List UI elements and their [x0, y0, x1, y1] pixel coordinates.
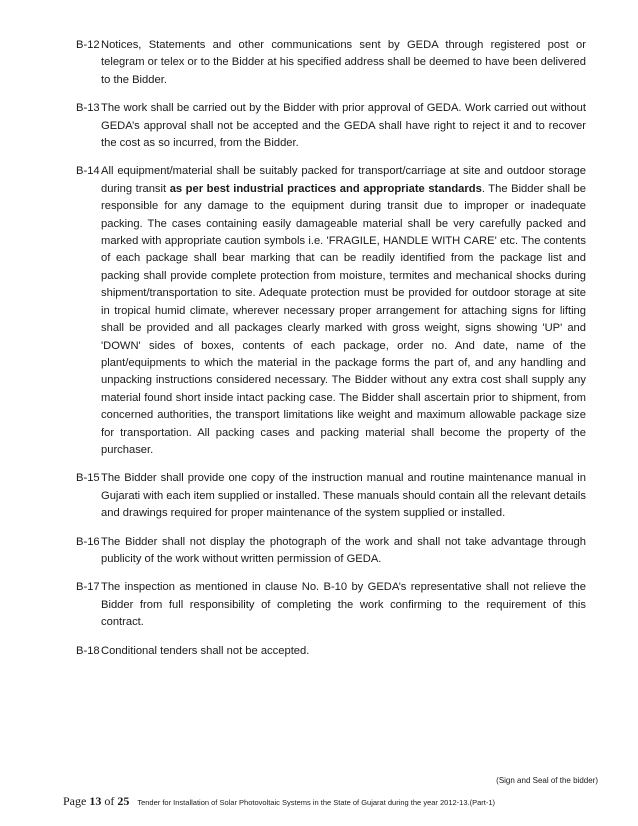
clause-number: B-13: [76, 102, 100, 115]
page-current: 13: [89, 794, 102, 808]
clause-number: B-17: [76, 581, 100, 594]
clause-text-part: . The Bidder shall be responsible for any damage to the equipment during transit due to improper or inadequate packing. The cases containing easily damageable material shall be very carefully packed and marked with appropriate caution symbols i.e. 'FRAGILE, HANDLE WITH CARE' etc. The contents of each package shall bear marking that can be readily identified from the package list and packing shall provide complete protection from moisture, termites and mechanical shocks during shipment/transportation to site. Adequate protection must be provided for outdoor storage at site in tropical humid climate, wherever necessary proper arrangement for attaching signs for lifting shall be provided and all packages clearly marked with gross weight, signs showing 'UP' and 'DOWN' sides of boxes, contents of each package, order no. And date, name of the plant/equipments to which the material in the package forms the part of, and any handling and unpacking instructions considered necessary. The Bidder without any extra cost shall supply any material found short inside intact packing case. The Bidder shall ascertain prior to shipment, from concerned authorities, the transport limitations like weight and maximum allowable package size for transportation. All packing cases and packing material shall become the property of the purchaser.: [101, 182, 587, 456]
page-word: Page: [63, 794, 87, 808]
clause-text-emphasis: as per best industrial practices and appropriate standards: [169, 182, 482, 195]
clause-number: B-18: [76, 644, 100, 657]
clause-b15: [76, 470, 586, 522]
clause-text: [101, 165, 586, 456]
clause-number: B-16: [76, 535, 100, 548]
page-footer: [63, 792, 495, 810]
clause-b13: [76, 100, 586, 152]
clause-text: Notices, Statements and other communications sent by GEDA through registered post or telegram or telex or to the Bidder at his specified address shall be deemed to have been delivered to the Bidder.: [101, 39, 586, 86]
clause-list: [76, 37, 586, 671]
clause-number: B-15: [76, 472, 100, 485]
document-title: Tender for Installation of Solar Photovoltaic Systems in the State of Gujarat during the year 2012-13.(Part-1): [137, 798, 496, 807]
clause-b17: [76, 579, 586, 631]
clause-text: The work shall be carried out by the Bidder with prior approval of GEDA. Work carried out without GEDA’s approval shall not be accepted and the GEDA shall have right to reject it and to recover the cost as so incurred, from the Bidder.: [101, 102, 586, 150]
clause-text-part: All equipment/material shall be suitably packed for transport/carriage at site and outdoor storage during transit: [101, 165, 586, 195]
clause-number: B-14: [76, 165, 100, 178]
clause-text: The inspection as mentioned in clause No. B-10 by GEDA’s representative shall not relieve the Bidder from full responsibility of completing the work confirming to the requirement of this contract.: [101, 581, 586, 629]
clause-b16: [76, 534, 586, 569]
clause-b12: [76, 37, 586, 89]
clause-text: The Bidder shall not display the photograph of the work and shall not take advantage through publicity of the work without written permission of GEDA.: [101, 535, 586, 565]
clause-number: B-12: [76, 39, 100, 51]
page-total: 25: [117, 794, 130, 808]
page-of: of: [104, 794, 115, 808]
page-number: [63, 794, 129, 808]
clause-text: Conditional tenders shall not be accepted.: [101, 644, 310, 657]
clause-text: The Bidder shall provide one copy of the instruction manual and routine maintenance manual in Gujarati with each item supplied or installed. These manuals should contain all the relevant details and drawings required for proper maintenance of the system supplied or installed.: [101, 472, 586, 520]
seal-note: (Sign and Seal of the bidder): [496, 776, 598, 785]
clause-b14: [76, 163, 586, 459]
clause-b18: [76, 643, 586, 660]
